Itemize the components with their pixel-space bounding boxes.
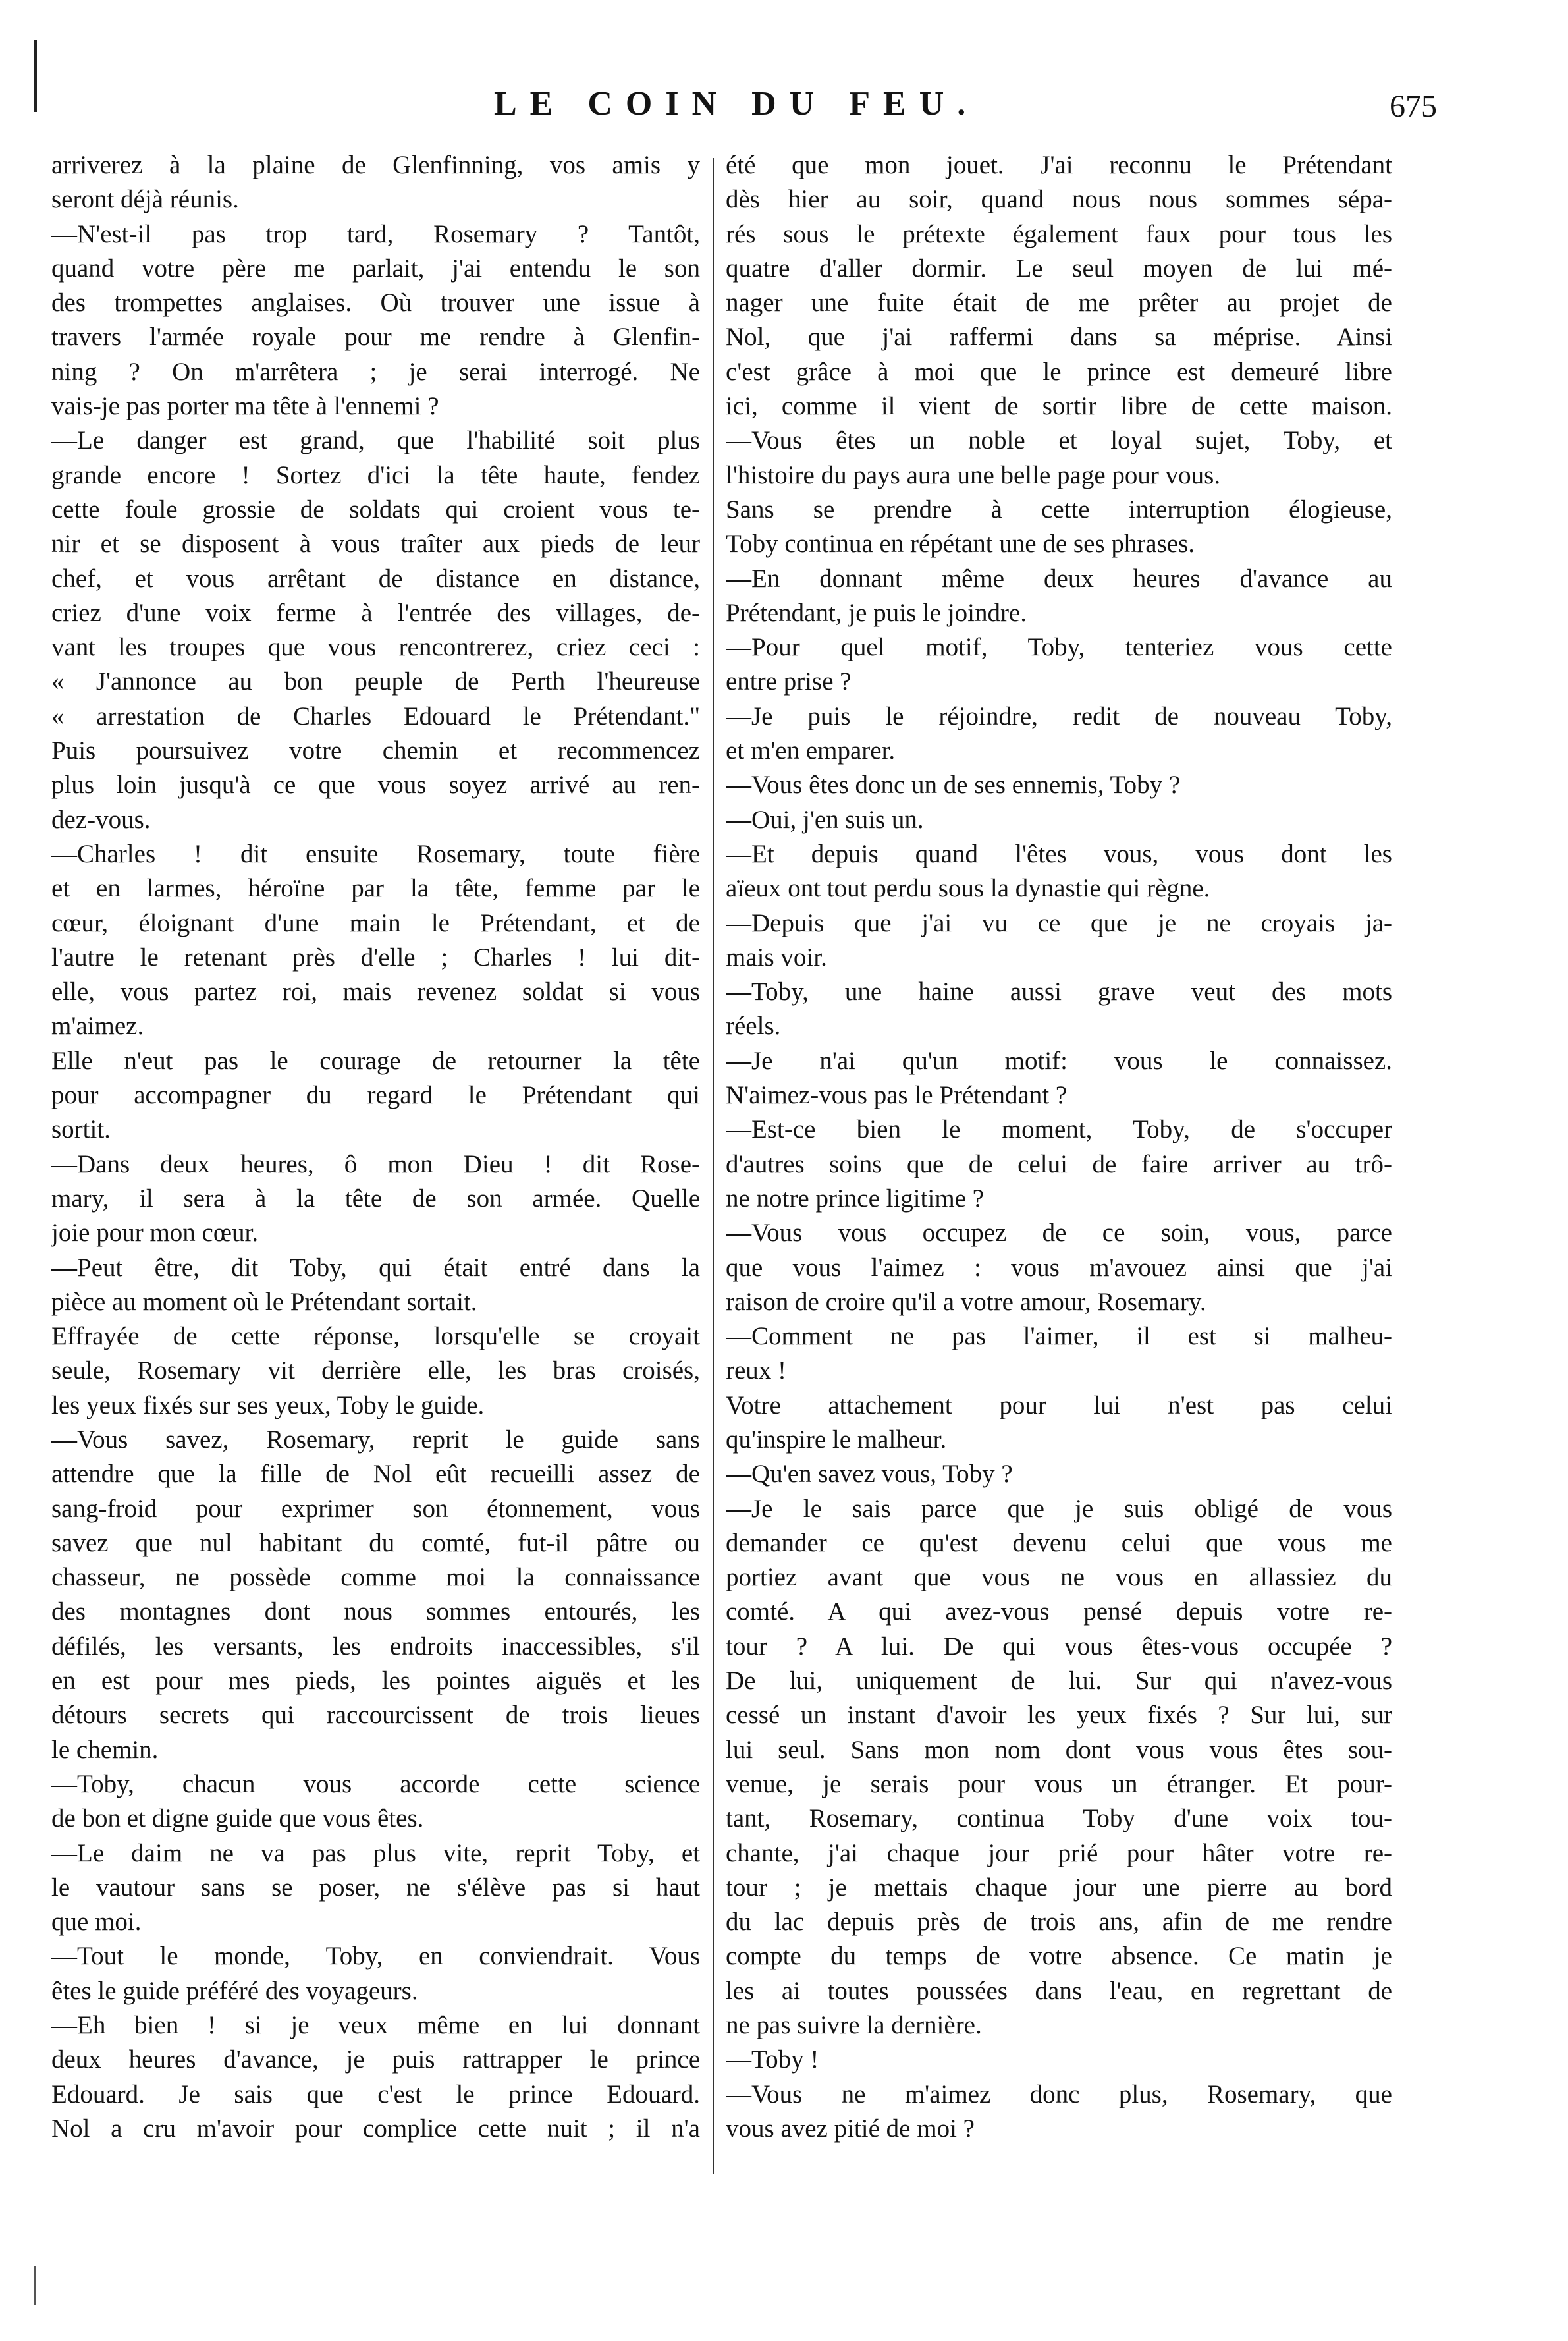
text-line: l'autre le retenant près d'elle ; Charles ! lui dit- [51, 943, 700, 972]
text-line: détours secrets qui raccourcissent de trois lieues [51, 1701, 700, 1730]
text-line: mais voir. [726, 943, 827, 972]
text-line: Nol a cru m'avoir pour complice cette nuit ; il n'a [51, 2114, 700, 2143]
text-line: ici, comme il vient de sortir libre de cette maison. [726, 392, 1392, 421]
text-line: De lui, uniquement de lui. Sur qui n'avez-vous [726, 1666, 1392, 1695]
text-line: d'autres soins que de celui de faire arriver au trô- [726, 1149, 1392, 1178]
text-line: Prétendant, je puis le joindre. [726, 598, 1027, 627]
text-line: le chemin. [51, 1735, 159, 1764]
text-line: —Toby ! [726, 2045, 819, 2074]
text-line: —N'est-il pas trop tard, Rosemary ? Tantôt, [51, 219, 700, 248]
text-line: reux ! [726, 1356, 787, 1385]
text-line: —Depuis que j'ai vu ce que je ne croyais ja- [726, 908, 1392, 937]
text-line: quatre d'aller dormir. Le seul moyen de lui mé- [726, 254, 1392, 283]
text-line: entre prise ? [726, 667, 852, 696]
text-line: N'aimez-vous pas le Prétendant ? [726, 1081, 1068, 1110]
text-line: seule, Rosemary vit derrière elle, les bras croisés, [51, 1356, 700, 1385]
page-number: 675 [1390, 89, 1437, 124]
text-line: Toby continua en répétant une de ses phrases. [726, 530, 1195, 559]
text-line: aïeux ont tout perdu sous la dynastie qui règne. [726, 874, 1210, 903]
text-line: —Toby, chacun vous accorde cette science [51, 1769, 700, 1798]
text-line: du lac depuis près de trois ans, afin de me rendre [726, 1908, 1392, 1937]
text-line: attendre que la fille de Nol eût recueilli assez de [51, 1460, 700, 1489]
text-line: l'histoire du pays aura une belle page pour vous. [726, 460, 1221, 489]
text-line: —Oui, j'en suis un. [726, 805, 924, 834]
text-line: chante, j'ai chaque jour prié pour hâter votre re- [726, 1838, 1392, 1867]
text-line: tour ; je mettais chaque jour une pierre au bord [726, 1873, 1392, 1902]
text-line: —Tout le monde, Toby, en conviendrait. Vous [51, 1942, 700, 1971]
text-line: —Je puis le réjoindre, redit de nouveau Toby, [726, 702, 1392, 730]
text-line: —Je n'ai qu'un motif: vous le connaissez. [726, 1046, 1392, 1075]
text-line: deux heures d'avance, je puis rattrapper le prince [51, 2045, 700, 2074]
text-line: défilés, les versants, les endroits inaccessibles, s'il [51, 1632, 700, 1661]
text-line: savez que nul habitant du comté, fut-il pâtre ou [51, 1528, 700, 1557]
text-line: en est pour mes pieds, les pointes aiguës et les [51, 1666, 700, 1695]
text-line: des montagnes dont nous sommes entourés, les [51, 1597, 700, 1626]
text-line: chasseur, ne possède comme moi la connaissance [51, 1563, 700, 1592]
left-column [51, 148, 700, 2146]
text-line: criez d'une voix ferme à l'entrée des villages, de- [51, 598, 700, 627]
text-line: chef, et vous arrêtant de distance en distance, [51, 564, 700, 593]
text-line: le vautour sans se poser, ne s'élève pas si haut [51, 1873, 700, 1902]
text-line: « J'annonce au bon peuple de Perth l'heureuse [51, 667, 700, 696]
text-line: Nol, que j'ai raffermi dans sa méprise. Ainsi [726, 323, 1392, 352]
text-line: raison de croire qu'il a votre amour, Rosemary. [726, 1287, 1206, 1316]
text-line: comté. A qui avez-vous pensé depuis votre re- [726, 1597, 1392, 1626]
text-line: cette foule grossie de soldats qui croient vous te- [51, 495, 700, 524]
text-line: des trompettes anglaises. Où trouver une issue à [51, 289, 700, 317]
text-line: ning ? On m'arrêtera ; je serai interrogé. Ne [51, 357, 700, 386]
text-line: c'est grâce à moi que le prince est demeuré libre [726, 357, 1392, 386]
text-line: vais-je pas porter ma tête à l'ennemi ? [51, 392, 439, 421]
column-divider [713, 158, 714, 2174]
text-line: Sans se prendre à cette interruption élogieuse, [726, 495, 1392, 524]
text-line: m'aimez. [51, 1012, 144, 1041]
text-line: nager une fuite était de me prêter au projet de [726, 289, 1392, 317]
text-line: —Vous êtes donc un de ses ennemis, Toby ? [726, 771, 1181, 800]
text-line: demander ce qu'est devenu celui que vous me [726, 1528, 1392, 1557]
text-line: —Dans deux heures, ô mon Dieu ! dit Rose- [51, 1149, 700, 1178]
text-line: lui seul. Sans mon nom dont vous vous êtes sou- [726, 1735, 1392, 1764]
text-line: quand votre père me parlait, j'ai entendu le son [51, 254, 700, 283]
text-line: —Toby, une haine aussi grave veut des mots [726, 978, 1392, 1006]
text-line: dez-vous. [51, 805, 151, 834]
text-line: —Charles ! dit ensuite Rosemary, toute fière [51, 839, 700, 868]
text-line: arriverez à la plaine de Glenfinning, vos amis y [51, 151, 700, 179]
text-line: Edouard. Je sais que c'est le prince Edouard. [51, 2079, 700, 2108]
text-line: travers l'armée royale pour me rendre à Glenfin- [51, 323, 700, 352]
text-line: et m'en emparer. [726, 736, 896, 765]
text-line: —Vous vous occupez de ce soin, vous, parce [726, 1219, 1392, 1248]
text-line: pour accompagner du regard le Prétendant qui [51, 1081, 700, 1110]
page-edge-mark-bottom [34, 2266, 36, 2305]
text-line: vant les troupes que vous rencontrerez, criez ceci : [51, 633, 700, 662]
text-line: —Peut être, dit Toby, qui était entré dans la [51, 1253, 700, 1282]
text-line: Votre attachement pour lui n'est pas celui [726, 1391, 1392, 1419]
text-line: nir et se disposent à vous traîter aux pieds de leur [51, 530, 700, 559]
text-line: —En donnant même deux heures d'avance au [726, 564, 1392, 593]
text-line: ne pas suivre la dernière. [726, 2011, 982, 2040]
text-line: —Vous êtes un noble et loyal sujet, Toby, et [726, 426, 1392, 455]
text-line: qu'inspire le malheur. [726, 1425, 947, 1454]
text-line: sortit. [51, 1115, 111, 1144]
text-line: —Pour quel motif, Toby, tenteriez vous cette [726, 633, 1392, 662]
text-line: —Est-ce bien le moment, Toby, de s'occuper [726, 1115, 1392, 1144]
running-head [0, 84, 1568, 137]
text-line: —Je le sais parce que je suis obligé de vous [726, 1494, 1392, 1523]
right-column [726, 148, 1392, 2146]
text-line: —Comment ne pas l'aimer, il est si malheu- [726, 1322, 1392, 1351]
text-line: —Et depuis quand l'êtes vous, vous dont les [726, 839, 1392, 868]
text-line: cessé un instant d'avoir les yeux fixés ? Sur lui, sur [726, 1701, 1392, 1730]
text-line: réels. [726, 1012, 781, 1041]
text-line: été que mon jouet. J'ai reconnu le Prétendant [726, 151, 1392, 179]
text-line: —Vous ne m'aimez donc plus, Rosemary, que [726, 2079, 1392, 2108]
text-line: Elle n'eut pas le courage de retourner la tête [51, 1046, 700, 1075]
text-line: tour ? A lui. De qui vous êtes-vous occupée ? [726, 1632, 1392, 1661]
text-line: compte du temps de votre absence. Ce matin je [726, 1942, 1392, 1971]
text-line: elle, vous partez roi, mais revenez soldat si vous [51, 978, 700, 1006]
text-line: —Le daim ne va pas plus vite, reprit Toby, et [51, 1838, 700, 1867]
text-line: portiez avant que vous ne vous en allassiez du [726, 1563, 1392, 1592]
running-title: LE COIN DU FEU. [494, 85, 979, 123]
text-line: —Vous savez, Rosemary, reprit le guide sans [51, 1425, 700, 1454]
text-line: vous avez pitié de moi ? [726, 2114, 975, 2143]
text-line: —Eh bien ! si je veux même en lui donnant [51, 2011, 700, 2040]
text-line: —Le danger est grand, que l'habilité soit plus [51, 426, 700, 455]
text-line: de bon et digne guide que vous êtes. [51, 1804, 424, 1833]
text-line: cœur, éloignant d'une main le Prétendant, et de [51, 908, 700, 937]
text-line: joie pour mon cœur. [51, 1219, 259, 1248]
text-line: plus loin jusqu'à ce que vous soyez arrivé au ren- [51, 771, 700, 800]
text-line: Effrayée de cette réponse, lorsqu'elle se croyait [51, 1322, 700, 1351]
text-line: les ai toutes poussées dans l'eau, en regrettant de [726, 1976, 1392, 2005]
text-line: que vous l'aimez : vous m'avouez ainsi que j'ai [726, 1253, 1392, 1282]
text-line: venue, je serais pour vous un étranger. Et pour- [726, 1769, 1392, 1798]
text-line: tant, Rosemary, continua Toby d'une voix tou- [726, 1804, 1392, 1833]
text-line: seront déjà réunis. [51, 185, 239, 214]
text-line: grande encore ! Sortez d'ici la tête haute, fendez [51, 460, 700, 489]
text-line: êtes le guide préféré des voyageurs. [51, 1976, 418, 2005]
text-line: que moi. [51, 1908, 142, 1937]
text-line: ne notre prince ligitime ? [726, 1184, 985, 1213]
text-line: mary, il sera à la tête de son armée. Quelle [51, 1184, 700, 1213]
text-line: —Qu'en savez vous, Toby ? [726, 1460, 1013, 1489]
text-line: dès hier au soir, quand nous nous sommes sépa- [726, 185, 1392, 214]
text-line: sang-froid pour exprimer son étonnement, vous [51, 1494, 700, 1523]
text-line: rés sous le prétexte également faux pour tous les [726, 219, 1392, 248]
text-line: Puis poursuivez votre chemin et recommencez [51, 736, 700, 765]
text-line: et en larmes, héroïne par la tête, femme par le [51, 874, 700, 903]
text-line: pièce au moment où le Prétendant sortait. [51, 1287, 477, 1316]
text-line: « arrestation de Charles Edouard le Prétendant." [51, 702, 700, 730]
text-line: les yeux fixés sur ses yeux, Toby le guide. [51, 1391, 485, 1419]
